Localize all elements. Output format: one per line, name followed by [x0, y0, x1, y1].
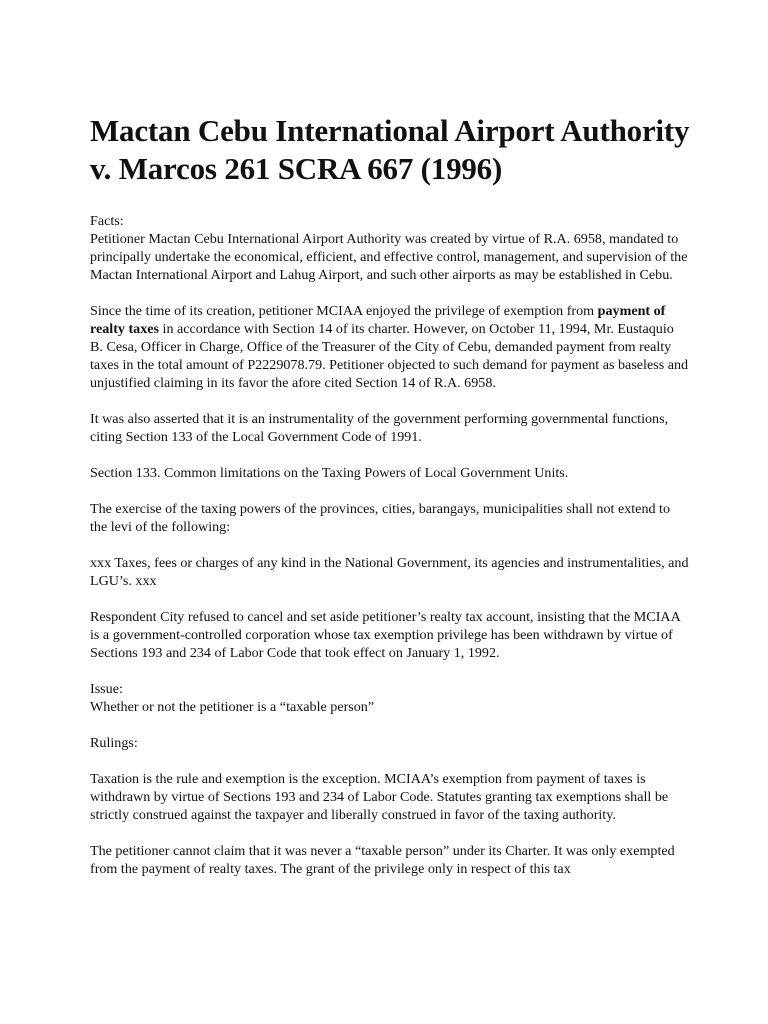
exemption-text-pre: Since the time of its creation, petitioner MCIAA enjoyed the privilege of exemption from: [90, 303, 598, 319]
document-title: Mactan Cebu International Airport Authority v. Marcos 261 SCRA 667 (1996): [90, 113, 690, 186]
issue-text: Whether or not the petitioner is a “taxable person”: [90, 699, 375, 715]
respondent-paragraph: Respondent City refused to cancel and set aside petitioner’s realty tax account, insisting that the MCIAA is a government-controlled corporation whose tax exemption privilege has been withdrawn by virtue of Sections 193 and 234 of Labor Code that took effect on January 1, 1992.: [90, 609, 680, 661]
xxx-taxes-paragraph: xxx Taxes, fees or charges of any kind in the National Government, its agencies and instrumentalities, and LGU’s. xxx: [90, 555, 689, 589]
exemption-text-post: in accordance with Section 14 of its charter. However, on October 11, 1994, Mr. Eustaquio B. Cesa, Officer in Charge, Office of the Treasurer of the City of Cebu, demanded payment from realty taxes in the total amount of P2229078.79. Petitioner objected to such demand for payment as baseless and unjustified claiming in its favor the afore cited Section 14 of R.A. 6958.: [90, 321, 689, 391]
issue-label: Issue:: [90, 681, 123, 697]
realty-taxes-emphasis: payment of realty taxes: [90, 303, 666, 337]
instrumentality-paragraph: It was also asserted that it is an instrumentality of the government performing governmental functions, citing Section 133 of the Local Government Code of 1991.: [90, 411, 669, 445]
document-page: [90, 112, 690, 896]
facts-paragraph: [90, 212, 690, 284]
facts-label: Facts:: [90, 213, 124, 229]
issue-paragraph: [90, 680, 690, 716]
section-133-paragraph: Section 133. Common limitations on the Taxing Powers of Local Government Units.: [90, 465, 569, 481]
rulings-paragraph-2: The petitioner cannot claim that it was never a “taxable person” under its Charter. It was only exempted from the payment of realty taxes. The grant of the privilege only in respect of this tax: [90, 843, 675, 877]
exemption-paragraph: [90, 302, 690, 392]
facts-text: Petitioner Mactan Cebu International Airport Authority was created by virtue of R.A. 6958, mandated to principally undertake the economical, efficient, and effective control, management, and supervision of the Mactan International Airport and Lahug Airport, and such other airports as may be established in Cebu.: [90, 231, 688, 283]
rulings-paragraph-1: Taxation is the rule and exemption is the exception. MCIAA’s exemption from payment of taxes is withdrawn by virtue of Sections 193 and 234 of Labor Code. Statutes granting tax exemptions shall be strictly construed against the taxpayer and liberally construed in favor of the taxing authority.: [90, 771, 669, 823]
rulings-label: Rulings:: [90, 735, 138, 751]
taxing-powers-paragraph: The exercise of the taxing powers of the provinces, cities, barangays, municipalities shall not extend to the levi of the following:: [90, 501, 671, 535]
